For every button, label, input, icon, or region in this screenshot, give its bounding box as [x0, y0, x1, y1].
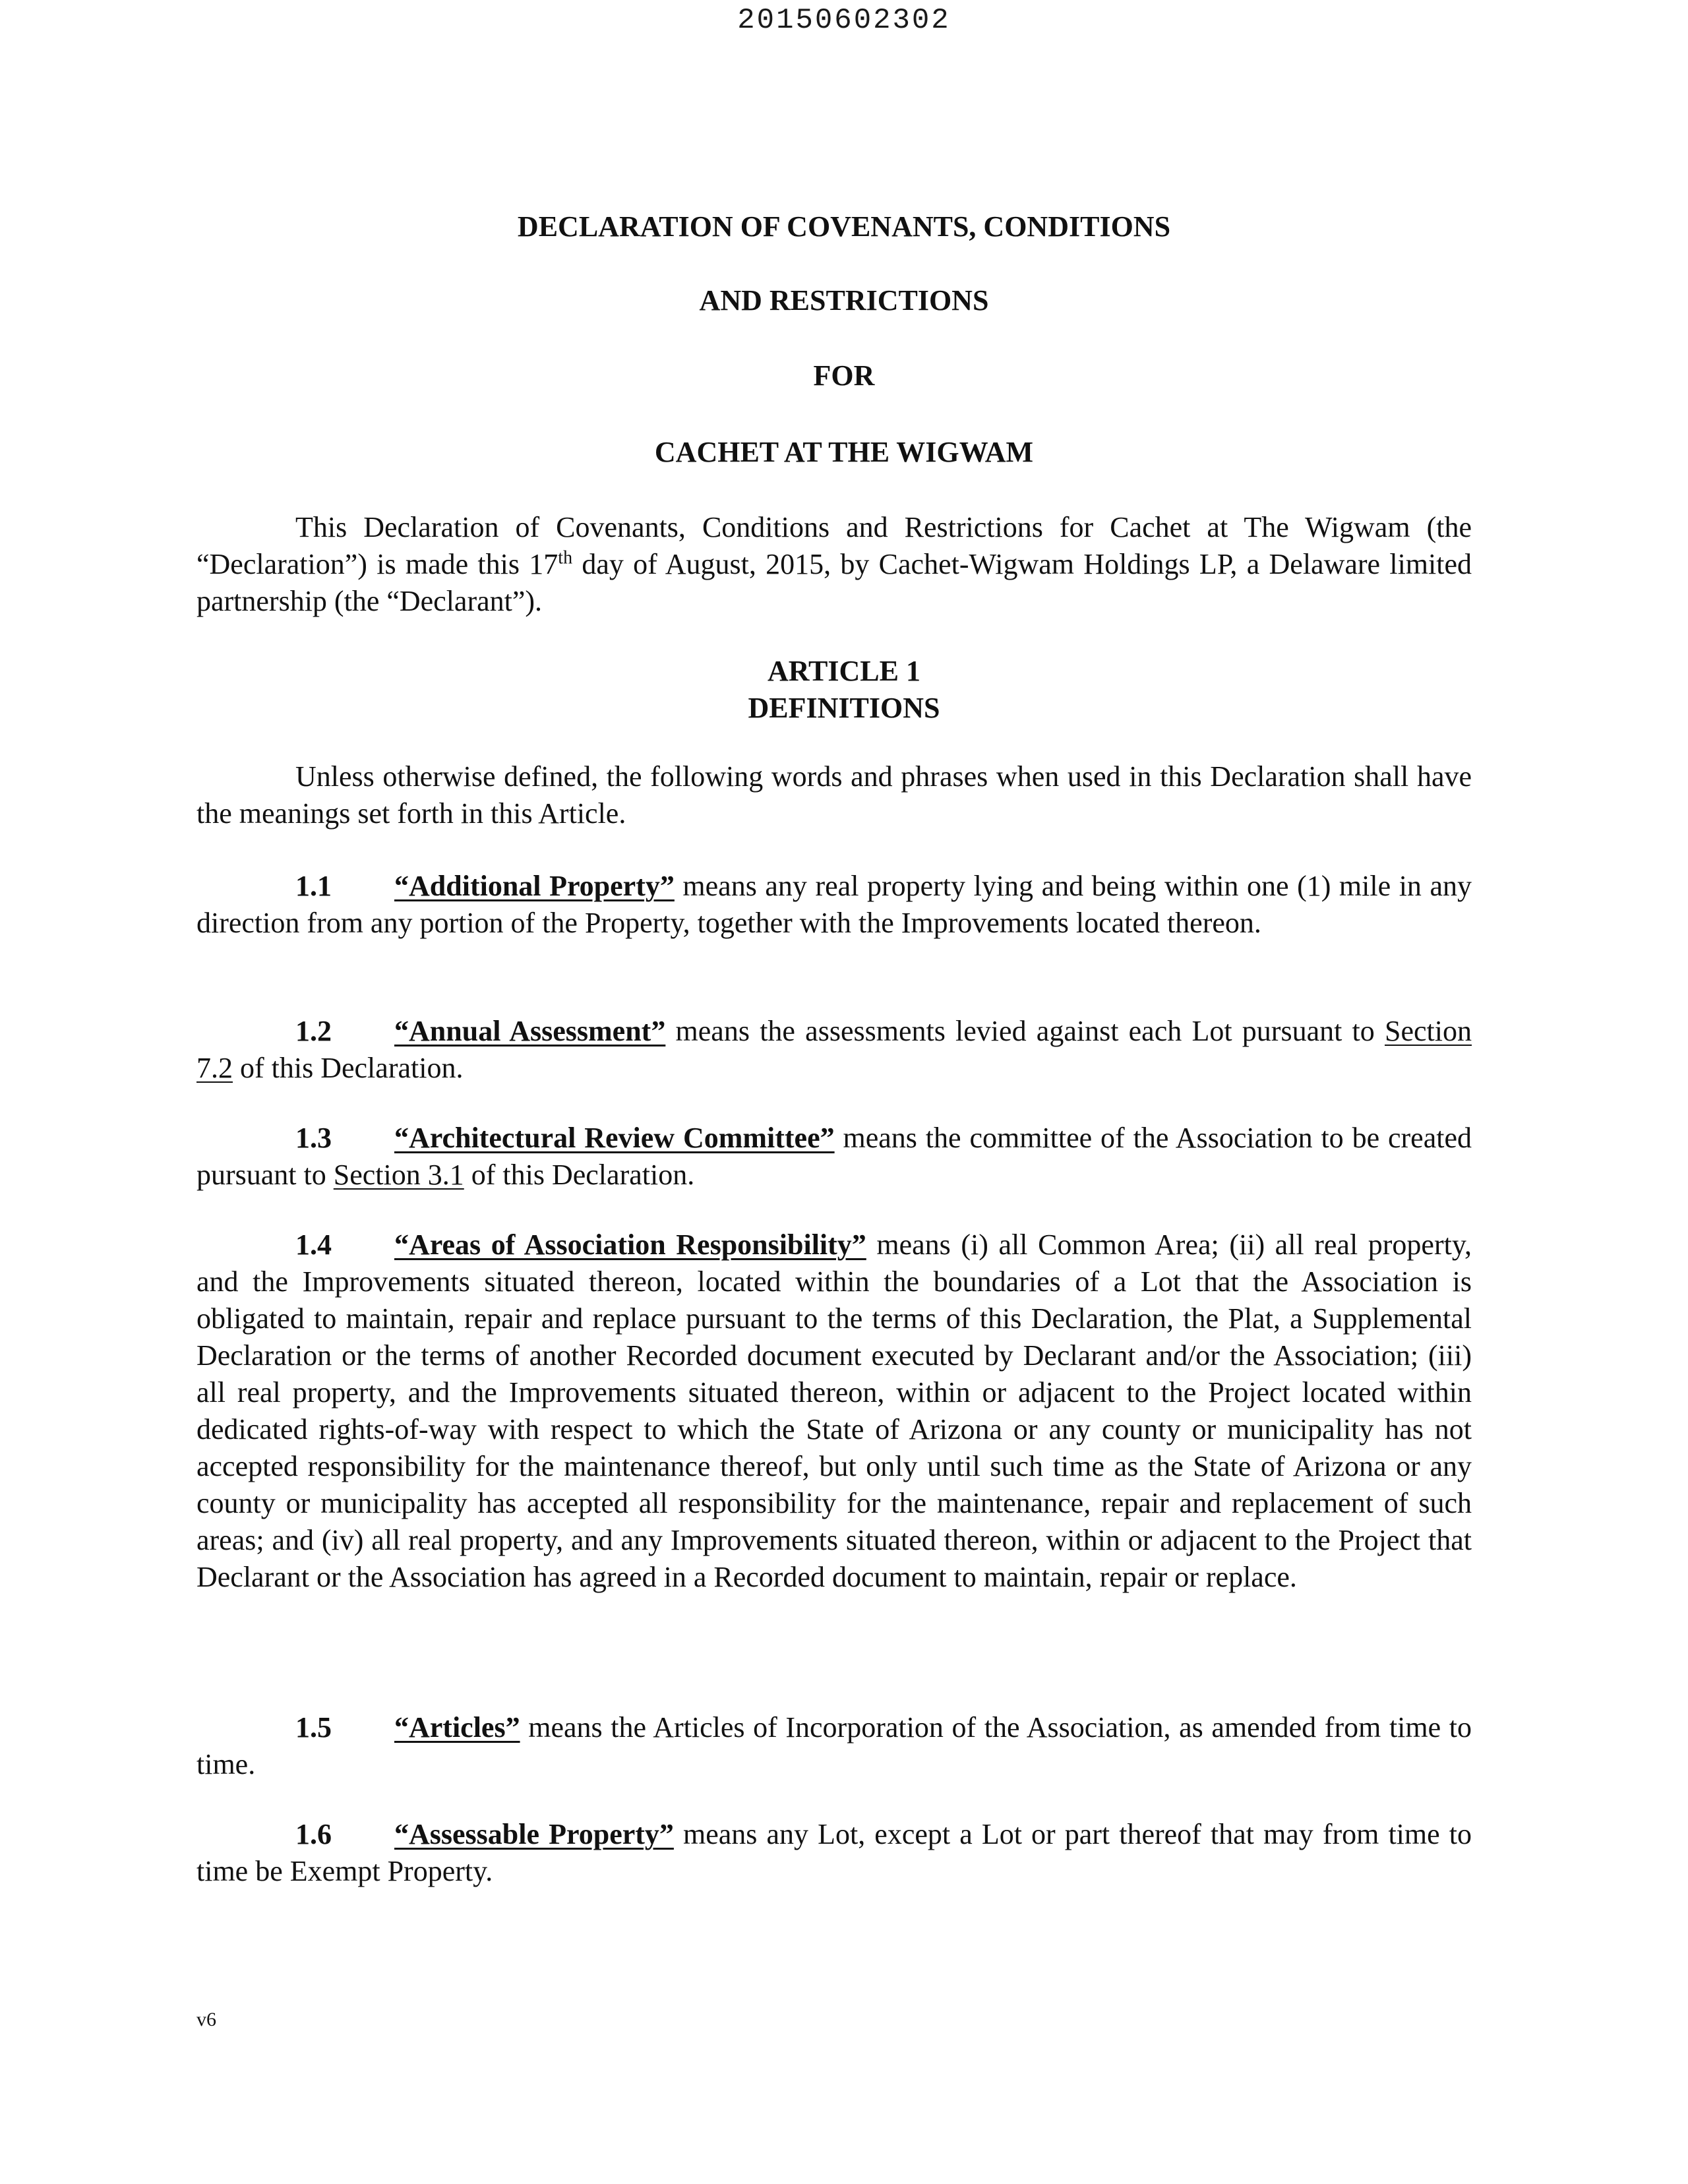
definition-term: “Articles” — [394, 1711, 520, 1744]
intro-text-1: This Declaration of Covenants, Conditions and Restrictions for Cachet at The Wigwam (the “Declaration”) is made this 17 — [196, 511, 1472, 580]
definition-text: means (i) all Common Area; (ii) all real property, and the Improvements situated thereon, located within the boundaries of a Lot that the Association is obligated to maintain, repair and replace pursuant to the terms of this Declaration, the Plat, a Supplemental Declaration or the terms of another Recorded document executed by Declarant and/or the Association; (iii) all real property, and the Improvements situated thereon, within or adjacent to the Project located within dedicated rights-of-way with respect to which the State of Arizona or any county or municipality has not accepted responsibility for the maintenance thereof, but only until such time as the State of Arizona or any county or municipality has accepted all responsibility for the maintenance, repair and replacement of such areas; and (iv) all real property, and any Improvements situated thereon, within or adjacent to the Project that Declarant or the Association has agreed in a Recorded document to maintain, repair or replace. — [196, 1228, 1472, 1593]
definition-term: “Architectural Review Committee” — [394, 1122, 835, 1154]
intro-paragraph — [196, 509, 1472, 620]
definition-paragraph — [196, 1709, 1472, 1783]
definition-text: means any Lot, except a Lot or part thereof that may from time to time be Exempt Property. — [196, 1818, 1472, 1887]
definition-term: “Annual Assessment” — [394, 1015, 666, 1047]
definition-text: means any real property lying and being within one (1) mile in any direction from any portion of the Property, together with the Improvements located thereon. — [196, 870, 1472, 939]
version-label: v6 — [196, 2009, 216, 2030]
article-preamble: Unless otherwise defined, the following words and phrases when used in this Declaration shall have the meanings set forth in this Article. — [196, 760, 1472, 830]
title-line-3: FOR — [813, 359, 875, 392]
intro-text-2: day of August, 2015, by Cachet-Wigwam Holdings LP, a Delaware limited partnership (the “Declarant”). — [196, 548, 1472, 617]
definition-text: means the Articles of Incorporation of the Association, as amended from time to time. — [196, 1711, 1472, 1780]
definition-term: “Assessable Property” — [394, 1818, 674, 1850]
definition-number: 1.2 — [295, 1015, 332, 1047]
definition-text: means the committee of the Association to be created pursuant to — [196, 1122, 1472, 1191]
definition-paragraph — [196, 1227, 1472, 1596]
definition-paragraph — [196, 868, 1472, 942]
title-line-2: AND RESTRICTIONS — [699, 284, 989, 317]
section-reference: Section 3.1 — [333, 1159, 464, 1191]
intro-superscript: th — [558, 547, 573, 568]
article-title: DEFINITIONS — [748, 692, 940, 724]
definition-number: 1.3 — [295, 1122, 332, 1154]
recording-number: 20150602302 — [737, 4, 951, 37]
definition-paragraph — [196, 1013, 1472, 1087]
definition-text: of this Declaration. — [464, 1159, 695, 1191]
title-line-4: CACHET AT THE WIGWAM — [654, 436, 1034, 468]
definition-text: means the assessments levied against each Lot pursuant to — [665, 1015, 1385, 1047]
article-heading — [0, 653, 1688, 727]
definition-term: “Areas of Association Responsibility” — [394, 1228, 866, 1261]
definition-term: “Additional Property” — [394, 870, 675, 902]
definition-paragraph — [196, 1120, 1472, 1194]
definition-number: 1.4 — [295, 1228, 332, 1261]
definition-text: of this Declaration. — [233, 1052, 464, 1084]
definition-number: 1.5 — [295, 1711, 332, 1744]
definition-paragraph — [196, 1816, 1472, 1890]
definition-number: 1.1 — [295, 870, 332, 902]
section-reference: Section 7.2 — [196, 1015, 1472, 1084]
title-line-1: DECLARATION OF COVENANTS, CONDITIONS — [517, 210, 1171, 243]
article-number: ARTICLE 1 — [768, 655, 920, 687]
definition-number: 1.6 — [295, 1818, 332, 1850]
